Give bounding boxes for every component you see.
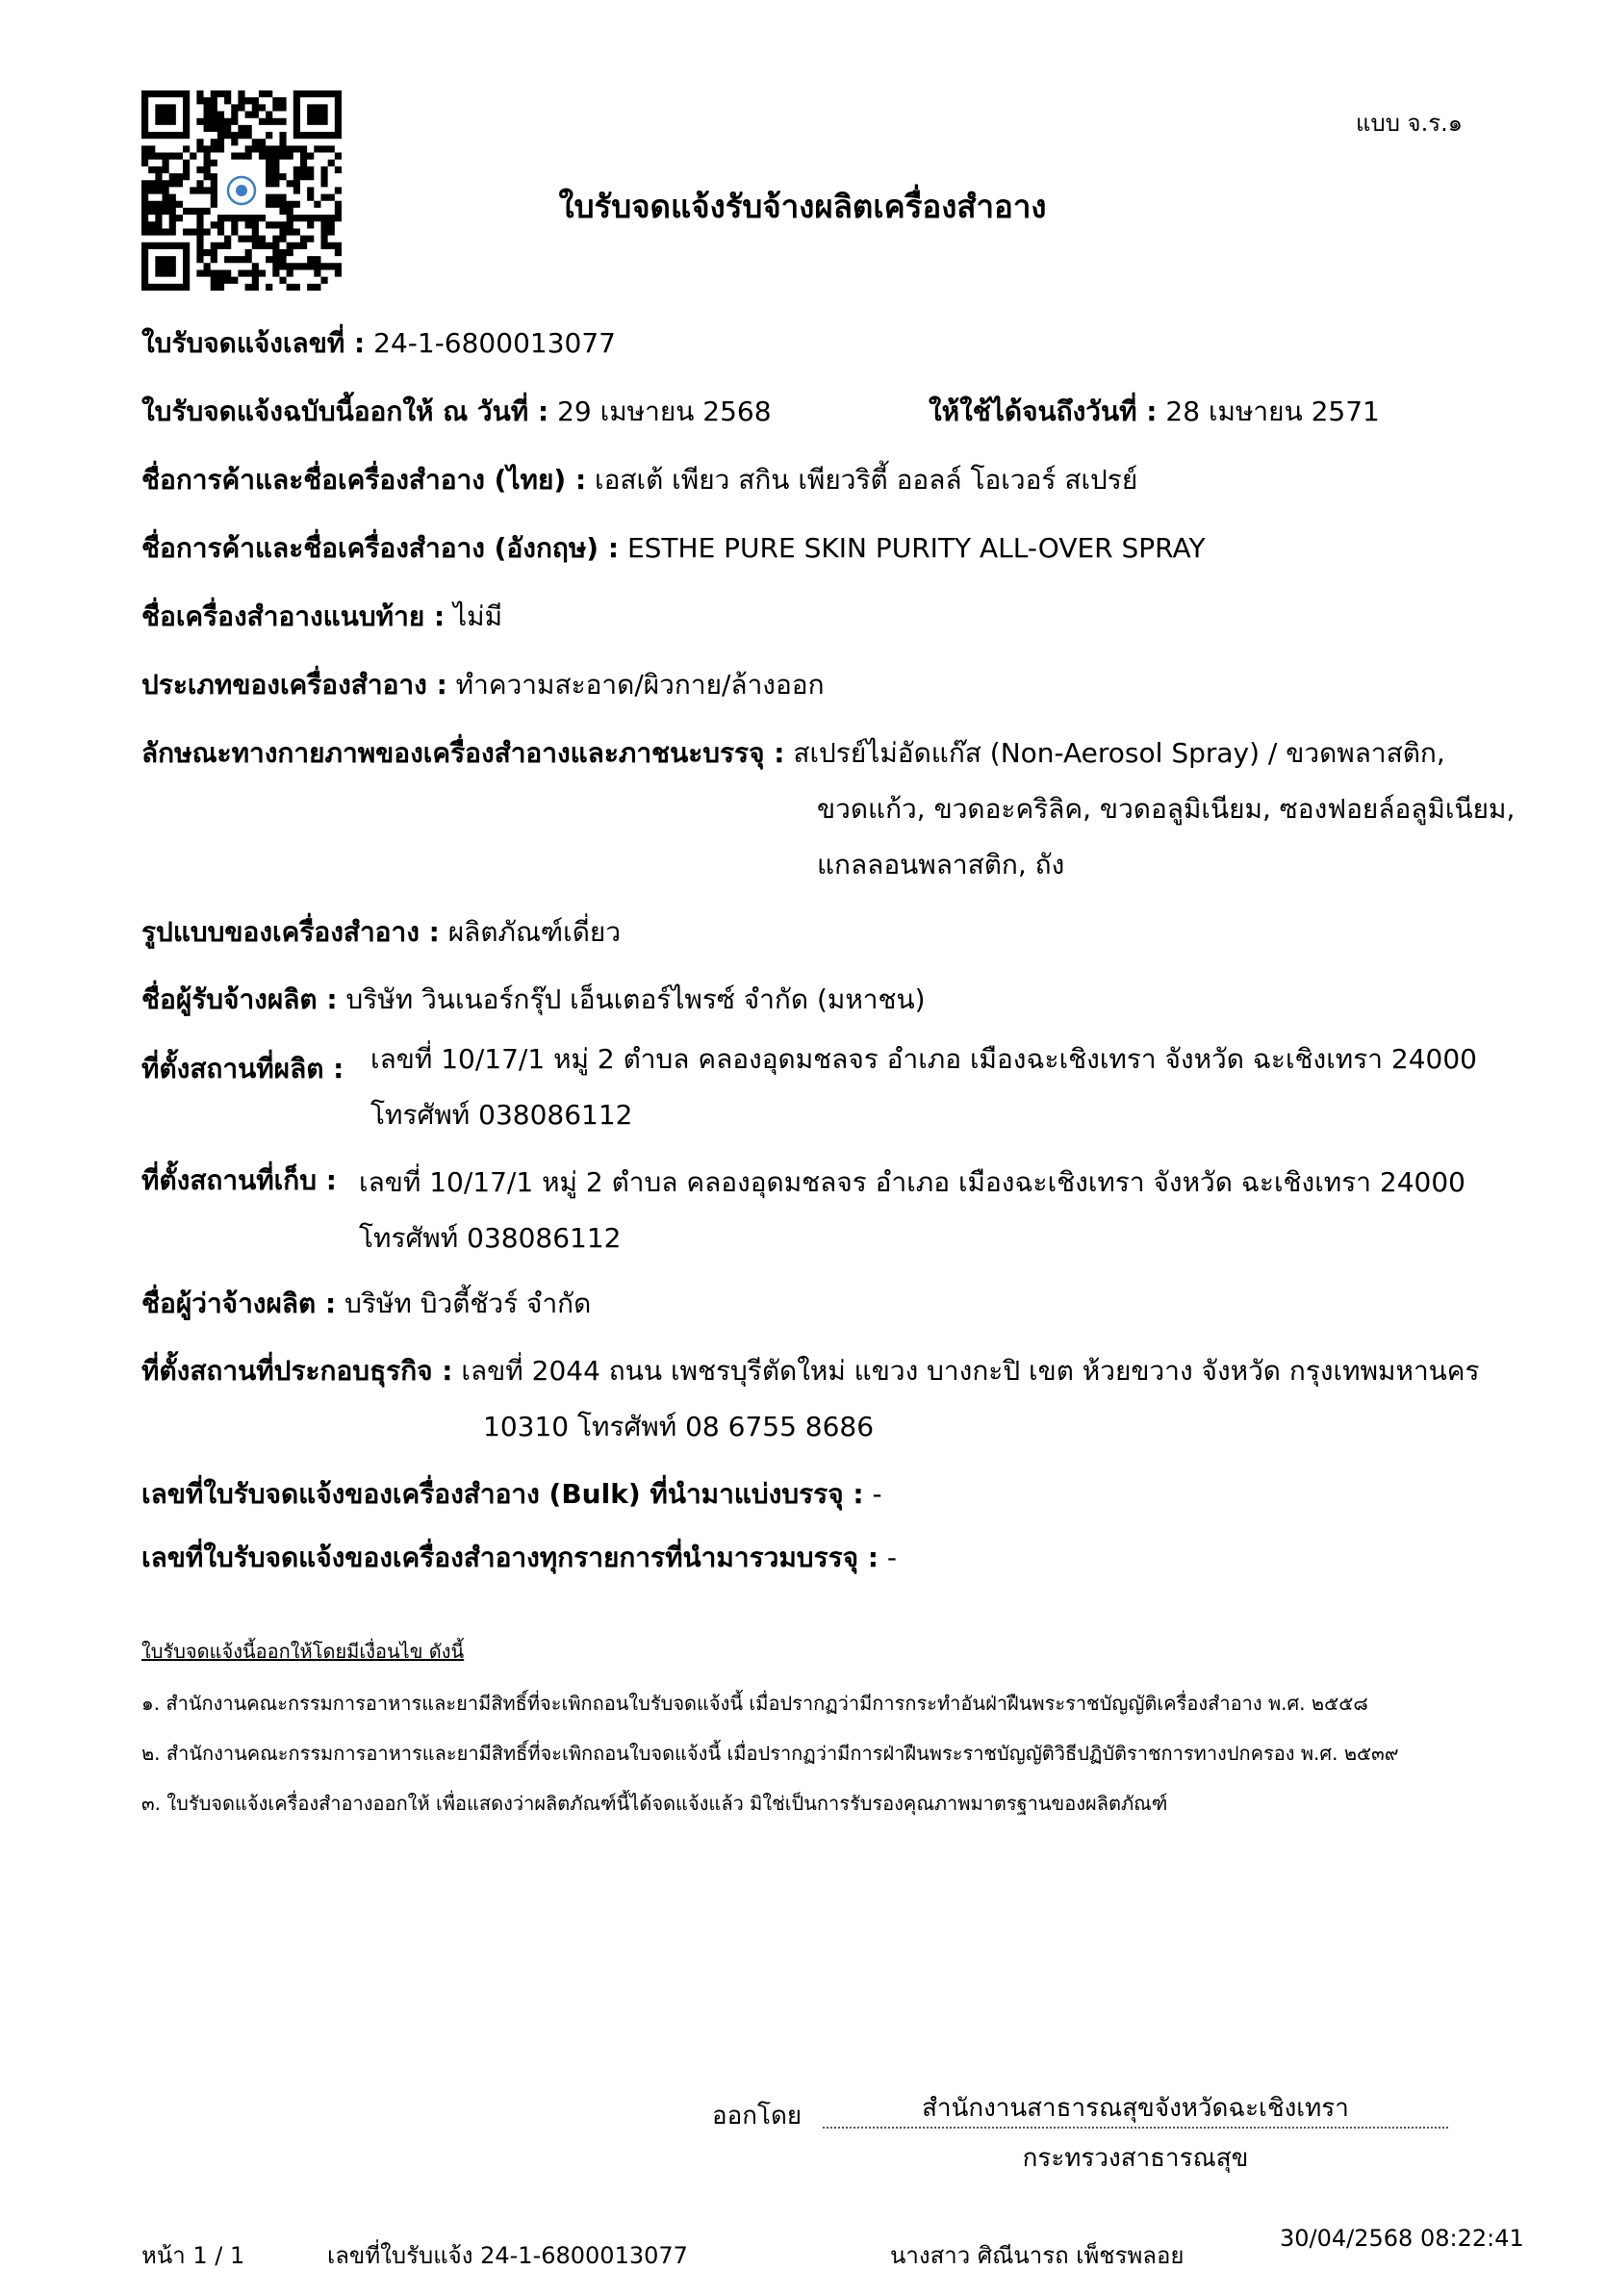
attached-name: ไม่มี	[453, 600, 503, 632]
trade-name-th: เอสเต้ เพียว สกิน เพียวริตี้ ออลล์ โอเวอร์ สเปรย์	[595, 464, 1138, 496]
bulk-value: -	[872, 1478, 882, 1510]
issue-date-row	[141, 394, 772, 430]
business-address-line-2: 10310 โทรศัพท์ 08 6755 8686	[483, 1411, 875, 1442]
trade-name-en-row	[141, 530, 1206, 567]
manufacturer-row	[141, 982, 926, 1018]
condition-item: ๑. สำนักงานคณะกรรมการอาหารและยามีสิทธิ์ที่จะเพิกถอนใบรับจดแจ้งนี้ เมื่อปรากฏว่ามีการกระทำอันฝ่าฝืนพระราชบัญญัติเครื่องสำอาง พ.ศ. ๒๕๕๘	[141, 1692, 1368, 1715]
form-code: แบบ จ.ร.๑	[1355, 110, 1463, 137]
notification-number-row	[141, 325, 616, 362]
combined-row	[141, 1540, 897, 1576]
condition-item: ๒. สำนักงานคณะกรรมการอาหารและยามีสิทธิ์ที่จะเพิกถอนใบจดแจ้งนี้ เมื่อปรากฏว่ามีการฝ่าฝืนพระราชบัญญัติวิธีปฏิบัติราชการทางปกครอง พ.ศ. ๒๕๓๙	[141, 1742, 1399, 1765]
category: ทำความสะอาด/ผิวกาย/ล้างออก	[455, 669, 825, 701]
factory-row	[141, 1051, 344, 1087]
combined-label: เลขที่ใบรับจดแจ้งของเครื่องสำอางทุกรายการที่นำมารวมบรรจุ :	[141, 1542, 879, 1573]
business-address-line-1: เลขที่ 2044 ถนน เพชรบุรีตัดใหม่ แขวง บางกะปิ เขต ห้วยขวาง จังหวัด กรุงเทพมหานคร	[461, 1355, 1480, 1387]
page-number: หน้า 1 / 1	[141, 2242, 245, 2269]
trade-name-th-label: ชื่อการค้าและชื่อเครื่องสำอาง (ไทย) :	[141, 464, 587, 496]
physical-row	[141, 735, 1445, 772]
manufacturer: บริษัท วินเนอร์กรุ๊ป เอ็นเตอร์ไพรซ์ จำกัด (มหาชน)	[345, 983, 926, 1015]
physical-line-3: แกลลอนพลาสติก, ถัง	[817, 849, 1065, 880]
footer-reference: เลขที่ใบรับแจ้ง 24-1-6800013077	[327, 2242, 688, 2269]
conditions-title: ใบรับจดแจ้งนี้ออกให้โดยมีเงื่อนไข ดังนี้	[141, 1640, 465, 1663]
valid-until: 28 เมษายน 2571	[1165, 395, 1380, 427]
page-title: ใบรับจดแจ้งรับจ้างผลิตเครื่องสำอาง	[558, 188, 1047, 225]
format: ผลิตภัณฑ์เดี่ยว	[447, 916, 622, 948]
officer-name: นางสาว ศิณีนารถ เพ็ชรพลอย	[890, 2242, 1185, 2269]
category-row	[141, 667, 825, 703]
physical-label: ลักษณะทางกายภาพของเครื่องสำอางและภาชนะบรรจุ :	[141, 737, 785, 769]
attached-name-row	[141, 599, 502, 635]
issuer-ministry: กระทรวงสาธารณสุข	[1022, 2144, 1249, 2173]
factory-address-line-1: เลขที่ 10/17/1 หมู่ 2 ตำบล คลองอุดมชลจร อำเภอ เมืองฉะเชิงเทรา จังหวัด ฉะเชิงเทรา 24000	[370, 1043, 1477, 1075]
valid-until-label: ให้ใช้ได้จนถึงวันที่ :	[929, 395, 1158, 427]
physical-line-1: สเปรย์ไม่อัดแก๊ส (Non-Aerosol Spray) / ขวดพลาสติก,	[793, 737, 1445, 769]
bulk-row	[141, 1476, 882, 1513]
issue-date: 29 เมษายน 2568	[557, 395, 772, 427]
combined-value: -	[886, 1542, 898, 1573]
issuer-office: สำนักงานสาธารณสุขจังหวัดฉะเชิงเทรา	[922, 2094, 1349, 2123]
hirer: บริษัท บิวตี้ชัวร์ จำกัด	[344, 1288, 592, 1319]
notification-number: 24-1-6800013077	[373, 327, 616, 359]
hirer-label: ชื่อผู้ว่าจ้างผลิต :	[141, 1288, 337, 1319]
factory-label: ที่ตั้งสถานที่ผลิต :	[141, 1053, 344, 1084]
business-row	[141, 1353, 1480, 1390]
attached-name-label: ชื่อเครื่องสำอางแนบท้าย :	[141, 600, 446, 632]
condition-item: ๓. ใบรับจดแจ้งเครื่องสำอางออกให้ เพื่อแสดงว่าผลิตภัณฑ์นี้ได้จดแจ้งแล้ว มิใช่เป็นการรับรองคุณภาพมาตรฐานของผลิตภัณฑ์	[141, 1792, 1168, 1815]
business-label: ที่ตั้งสถานที่ประกอบธุรกิจ :	[141, 1355, 453, 1387]
bulk-label: เลขที่ใบรับจดแจ้งของเครื่องสำอาง (Bulk) ที่นำมาแบ่งบรรจุ :	[141, 1478, 864, 1510]
hirer-row	[141, 1286, 591, 1322]
issued-by-label: ออกโดย	[712, 2102, 802, 2130]
valid-until-row	[929, 394, 1380, 430]
storage-address-line-2: โทรศัพท์ 038086112	[359, 1222, 622, 1254]
trade-name-en-label: ชื่อการค้าและชื่อเครื่องสำอาง (อังกฤษ) :	[141, 532, 620, 564]
trade-name-en: ESTHE PURE SKIN PURITY ALL-OVER SPRAY	[626, 532, 1206, 564]
physical-line-2: ขวดแก้ว, ขวดอะคริลิค, ขวดอลูมิเนียม, ซองฟอยล์อลูมิเนียม,	[817, 793, 1516, 825]
storage-label: ที่ตั้งสถานที่เก็บ :	[141, 1164, 337, 1196]
format-row	[141, 914, 621, 951]
factory-address-line-2: โทรศัพท์ 038086112	[370, 1099, 633, 1131]
storage-row	[141, 1162, 337, 1199]
format-label: รูปแบบของเครื่องสำอาง :	[141, 916, 440, 948]
manufacturer-label: ชื่อผู้รับจ้างผลิต :	[141, 983, 338, 1015]
notification-number-label: ใบรับจดแจ้งเลขที่ :	[141, 327, 366, 359]
category-label: ประเภทของเครื่องสำอาง :	[141, 669, 447, 701]
storage-address-line-1: เลขที่ 10/17/1 หมู่ 2 ตำบล คลองอุดมชลจร อำเภอ เมืองฉะเชิงเทรา จังหวัด ฉะเชิงเทรา 24000	[359, 1166, 1465, 1198]
issue-date-label: ใบรับจดแจ้งฉบับนี้ออกให้ ณ วันที่ :	[141, 395, 549, 427]
signature-dotted-line	[823, 2127, 1448, 2129]
timestamp: 30/04/2568 08:22:41	[1280, 2225, 1524, 2252]
trade-name-th-row	[141, 462, 1137, 498]
